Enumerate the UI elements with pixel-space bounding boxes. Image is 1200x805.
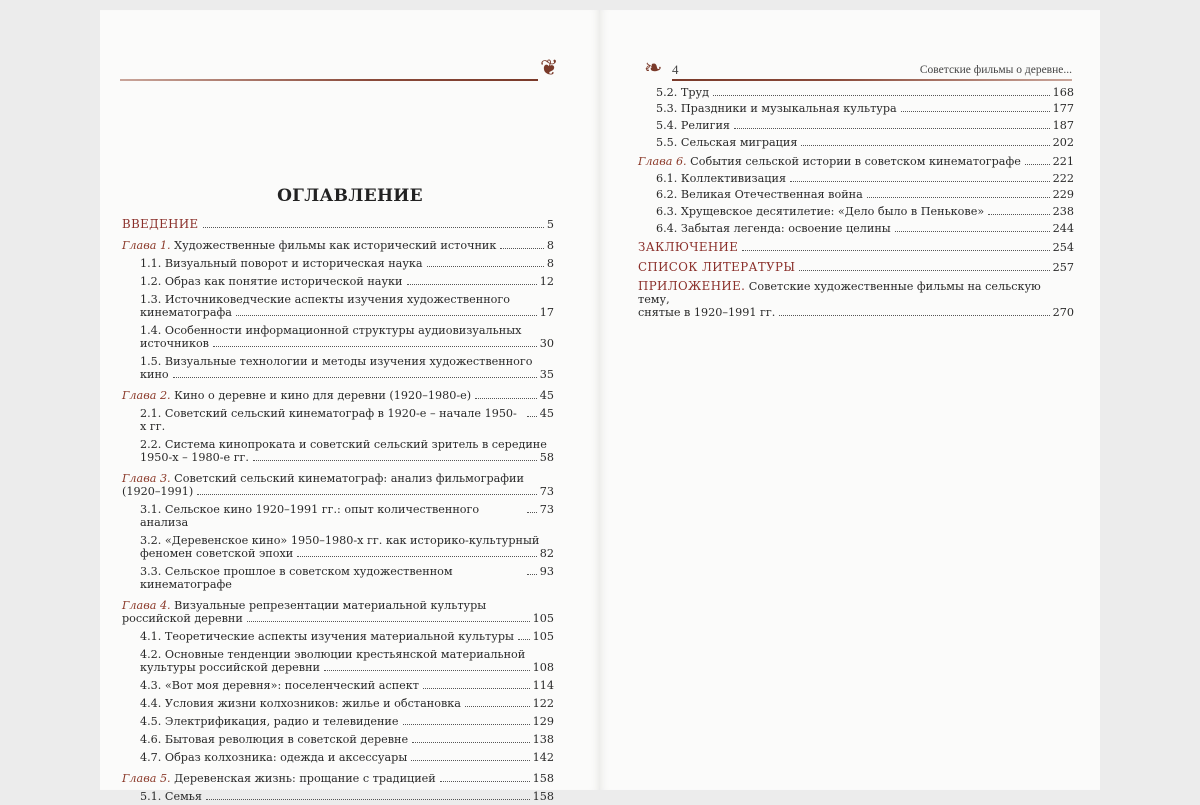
toc-entry[interactable] bbox=[122, 730, 554, 748]
page-number: 238 bbox=[1052, 204, 1074, 218]
toc-line-text bbox=[122, 485, 193, 498]
toc-entry[interactable] bbox=[122, 469, 554, 500]
page-number: 257 bbox=[1052, 260, 1074, 274]
toc-line bbox=[140, 368, 554, 381]
page-number: 8 bbox=[546, 238, 554, 252]
entry-title: 5.5. Сельская миграция bbox=[656, 135, 798, 149]
toc-line-text bbox=[638, 155, 1021, 168]
entry-title: феномен советской эпохи bbox=[140, 546, 294, 560]
toc-line bbox=[638, 306, 1074, 319]
toc-line bbox=[638, 155, 1074, 168]
toc-line bbox=[140, 547, 554, 560]
toc-line bbox=[656, 188, 1074, 201]
dot-leader bbox=[423, 688, 530, 689]
entry-title: 4.2. Основные тенденции эволюции крестьянской материальной bbox=[140, 647, 526, 661]
entry-title: СПИСОК ЛИТЕРАТУРЫ bbox=[638, 259, 796, 274]
header-rule bbox=[672, 79, 1072, 81]
right-page bbox=[600, 10, 1100, 790]
dot-leader bbox=[895, 231, 1050, 232]
header-rule bbox=[120, 79, 538, 81]
dot-leader bbox=[500, 248, 544, 249]
toc-entry[interactable] bbox=[122, 435, 554, 466]
toc-line-text bbox=[122, 472, 524, 485]
toc-line bbox=[140, 733, 554, 746]
toc-entry[interactable] bbox=[122, 290, 554, 321]
table-of-contents-continued bbox=[638, 84, 1074, 321]
toc-line-text bbox=[140, 697, 461, 710]
dot-leader bbox=[867, 197, 1050, 198]
entry-title: 5.1. Семья bbox=[140, 789, 202, 803]
toc-line-text bbox=[122, 389, 471, 402]
toc-entry[interactable] bbox=[122, 562, 554, 593]
toc-entry[interactable] bbox=[638, 117, 1074, 134]
page-number: 105 bbox=[532, 629, 554, 643]
running-title: Советские фильмы о деревне... bbox=[919, 64, 1072, 76]
page-number: 177 bbox=[1052, 102, 1074, 116]
dot-leader bbox=[734, 128, 1050, 129]
page-number: 168 bbox=[1052, 85, 1074, 99]
toc-line-text bbox=[140, 438, 547, 451]
toc-entry[interactable] bbox=[122, 748, 554, 766]
toc-line bbox=[122, 772, 554, 785]
entry-label: Глава 2. bbox=[122, 388, 171, 402]
toc-entry[interactable] bbox=[122, 627, 554, 645]
entry-title: Деревенская жизнь: прощание с традицией bbox=[170, 771, 436, 785]
toc-entry[interactable] bbox=[122, 272, 554, 290]
page-number: 12 bbox=[539, 274, 554, 288]
toc-line bbox=[140, 293, 554, 306]
toc-line bbox=[140, 679, 554, 692]
entry-title: культуры российской деревни bbox=[140, 660, 321, 674]
toc-line-text bbox=[656, 119, 730, 132]
toc-line-text bbox=[656, 172, 786, 185]
dot-leader bbox=[779, 315, 1049, 316]
page-number: 17 bbox=[539, 305, 554, 319]
page-number: 129 bbox=[532, 714, 554, 728]
toc-line bbox=[122, 472, 554, 485]
toc-line-text bbox=[140, 451, 249, 464]
toc-line bbox=[122, 485, 554, 498]
page-number: 73 bbox=[539, 502, 554, 516]
toc-line bbox=[638, 241, 1074, 254]
entry-title: 3.2. «Деревенское кино» 1950–1980-х гг. как историко-культурный bbox=[140, 533, 540, 547]
page-number: 254 bbox=[1052, 241, 1074, 255]
toc-line bbox=[122, 599, 554, 612]
toc-line-text bbox=[638, 280, 1041, 306]
entry-title: 2.1. Советский сельский кинематограф в 1920-е – начале 1950-х гг. bbox=[140, 406, 517, 433]
toc-entry[interactable] bbox=[638, 220, 1074, 237]
toc-line-text bbox=[122, 218, 199, 231]
dot-leader bbox=[801, 145, 1049, 146]
dot-leader bbox=[203, 227, 544, 228]
toc-entry[interactable] bbox=[122, 500, 554, 531]
toc-entry[interactable] bbox=[122, 787, 554, 805]
toc-line bbox=[638, 261, 1074, 274]
entry-title: 4.5. Электрификация, радио и телевидение bbox=[140, 714, 399, 728]
entry-title: российской деревни bbox=[122, 611, 243, 625]
dot-leader bbox=[407, 284, 537, 285]
toc-line-text bbox=[638, 261, 795, 274]
dot-leader bbox=[324, 670, 530, 671]
entry-title: Советский сельский кинематограф: анализ фильмографии bbox=[170, 471, 524, 485]
toc-line bbox=[140, 407, 554, 433]
toc-line-text bbox=[140, 293, 510, 306]
dot-leader bbox=[440, 781, 530, 782]
toc-line bbox=[656, 136, 1074, 149]
page-number: 4 bbox=[672, 62, 679, 77]
entry-title: 3.1. Сельское кино 1920–1991 гг.: опыт количественного анализа bbox=[140, 502, 480, 529]
entry-label: Глава 6. bbox=[638, 155, 687, 169]
page-number: 270 bbox=[1052, 306, 1074, 320]
page-number: 5 bbox=[546, 217, 554, 231]
toc-line-text bbox=[140, 679, 419, 692]
dot-leader bbox=[213, 346, 537, 347]
toc-line bbox=[140, 630, 554, 643]
toc-line-text bbox=[656, 86, 709, 99]
toc-line-text bbox=[140, 368, 169, 381]
entry-title: 1.1. Визуальный поворот и историческая наука bbox=[140, 256, 423, 270]
dot-leader bbox=[901, 111, 1050, 112]
page-number: 158 bbox=[532, 789, 554, 803]
dot-leader bbox=[988, 214, 1049, 215]
toc-line bbox=[122, 218, 554, 231]
toc-line-text bbox=[656, 222, 891, 235]
toc-entry[interactable] bbox=[638, 187, 1074, 204]
toc-line bbox=[140, 648, 554, 661]
entry-title: 5.2. Труд bbox=[656, 85, 709, 99]
toc-line-text bbox=[140, 324, 521, 337]
toc-entry[interactable] bbox=[638, 134, 1074, 151]
toc-line bbox=[140, 697, 554, 710]
toc-line-text bbox=[656, 102, 897, 115]
toc-line-text bbox=[140, 503, 523, 529]
toc-line-text bbox=[140, 751, 407, 764]
page-number: 73 bbox=[539, 484, 554, 498]
toc-line bbox=[122, 389, 554, 402]
entry-title: ЗАКЛЮЧЕНИЕ bbox=[638, 240, 739, 255]
ornament-icon: ❧ bbox=[644, 56, 663, 81]
entry-title: 1.2. Образ как понятие исторической науки bbox=[140, 274, 403, 288]
toc-entry[interactable] bbox=[638, 84, 1074, 101]
dot-leader bbox=[197, 494, 536, 495]
toc-line bbox=[656, 172, 1074, 185]
dot-leader bbox=[799, 270, 1049, 271]
toc-entry[interactable] bbox=[122, 352, 554, 383]
entry-title: Художественные фильмы как исторический источник bbox=[170, 238, 497, 252]
toc-line bbox=[140, 661, 554, 674]
toc-line-text bbox=[140, 337, 209, 350]
toc-line bbox=[656, 205, 1074, 218]
dot-leader bbox=[427, 266, 544, 267]
toc-line bbox=[140, 306, 554, 319]
toc-entry[interactable] bbox=[122, 386, 554, 404]
entry-title: 4.4. Условия жизни колхозников: жилье и обстановка bbox=[140, 696, 461, 710]
toc-entry[interactable] bbox=[122, 712, 554, 730]
toc-line-text bbox=[140, 661, 320, 674]
entry-title: 4.6. Бытовая революция в советской деревне bbox=[140, 732, 409, 746]
toc-line-text bbox=[140, 565, 523, 591]
page-number: 82 bbox=[539, 546, 554, 560]
entry-title: 6.1. Коллективизация bbox=[656, 171, 787, 185]
toc-line-text bbox=[140, 733, 408, 746]
entry-title: 3.3. Сельское прошлое в советском художественном кинематографе bbox=[140, 564, 453, 591]
toc-line-text bbox=[656, 136, 797, 149]
toc-entry[interactable] bbox=[122, 321, 554, 352]
dot-leader bbox=[253, 460, 537, 461]
dot-leader bbox=[713, 95, 1050, 96]
entry-title: ВВЕДЕНИЕ bbox=[122, 216, 199, 231]
entry-title: Советские художественные фильмы на сельскую тему, bbox=[638, 280, 1041, 307]
entry-title: 4.3. «Вот моя деревня»: поселенческий аспект bbox=[140, 678, 419, 692]
page-number: 105 bbox=[532, 611, 554, 625]
dot-leader bbox=[527, 416, 537, 417]
toc-line bbox=[656, 102, 1074, 115]
page-number: 45 bbox=[539, 388, 554, 402]
entry-title: 6.3. Хрущевское десятилетие: «Дело было в Пенькове» bbox=[656, 204, 985, 218]
page-number: 93 bbox=[539, 564, 554, 578]
entry-title: 2.2. Система кинопроката и советский сельский зритель в середине bbox=[140, 437, 547, 451]
toc-line-text bbox=[140, 407, 523, 433]
dot-leader bbox=[403, 724, 530, 725]
toc-line-text bbox=[140, 790, 202, 803]
table-of-contents bbox=[122, 215, 554, 805]
toc-line bbox=[140, 534, 554, 547]
dot-leader bbox=[247, 621, 530, 622]
toc-entry[interactable] bbox=[638, 203, 1074, 220]
page-number: 114 bbox=[532, 678, 554, 692]
entry-title: снятые в 1920–1991 гг. bbox=[638, 306, 776, 320]
entry-title: 1.5. Визуальные технологии и методы изучения художественного bbox=[140, 354, 533, 368]
toc-entry[interactable] bbox=[122, 596, 554, 627]
toc-line bbox=[140, 438, 554, 451]
toc-line-text bbox=[638, 241, 738, 254]
entry-label: Глава 5. bbox=[122, 771, 171, 785]
page-number: 58 bbox=[539, 450, 554, 464]
toc-entry[interactable] bbox=[122, 694, 554, 712]
dot-leader bbox=[742, 250, 1049, 251]
toc-line-text bbox=[140, 257, 423, 270]
left-page bbox=[100, 10, 600, 803]
toc-entry[interactable] bbox=[638, 239, 1074, 256]
page-number: 8 bbox=[546, 256, 554, 270]
toc-line-text bbox=[140, 306, 232, 319]
toc-entry[interactable] bbox=[638, 101, 1074, 118]
toc-line-text bbox=[122, 772, 436, 785]
entry-title: Визуальные репрезентации материальной культуры bbox=[170, 598, 487, 612]
toc-line bbox=[656, 86, 1074, 99]
toc-line bbox=[140, 337, 554, 350]
entry-title: 4.1. Теоретические аспекты изучения материальной культуры bbox=[140, 629, 514, 643]
entry-title: 6.4. Забытая легенда: освоение целины bbox=[656, 221, 891, 235]
toc-title: ОГЛАВЛЕНИЕ bbox=[277, 186, 423, 206]
dot-leader bbox=[475, 398, 537, 399]
dot-leader bbox=[527, 512, 537, 513]
toc-entry[interactable] bbox=[638, 153, 1074, 170]
dot-leader bbox=[206, 799, 530, 800]
page-number: 221 bbox=[1052, 155, 1074, 169]
toc-line bbox=[140, 355, 554, 368]
dot-leader bbox=[412, 742, 530, 743]
toc-entry[interactable] bbox=[122, 769, 554, 787]
page-number: 122 bbox=[532, 696, 554, 710]
toc-line-text bbox=[140, 534, 539, 547]
page-number: 30 bbox=[539, 336, 554, 350]
ornament-icon: ❦ bbox=[540, 56, 559, 81]
toc-line-text bbox=[140, 715, 399, 728]
page-number: 244 bbox=[1052, 221, 1074, 235]
page-number: 158 bbox=[532, 771, 554, 785]
page-number: 138 bbox=[532, 732, 554, 746]
toc-line bbox=[140, 715, 554, 728]
toc-line bbox=[638, 280, 1074, 306]
toc-line bbox=[140, 790, 554, 803]
toc-entry[interactable] bbox=[122, 254, 554, 272]
entry-title: 4.7. Образ колхозника: одежда и аксессуары bbox=[140, 750, 408, 764]
toc-entry[interactable] bbox=[122, 676, 554, 694]
toc-entry[interactable] bbox=[638, 259, 1074, 276]
page-number: 202 bbox=[1052, 135, 1074, 149]
toc-line bbox=[140, 503, 554, 529]
toc-entry[interactable] bbox=[122, 645, 554, 676]
toc-line-text bbox=[122, 612, 243, 625]
toc-line bbox=[140, 275, 554, 288]
entry-title: Кино о деревне и кино для деревни (1920–1980-е) bbox=[170, 388, 472, 402]
toc-line bbox=[122, 612, 554, 625]
toc-entry[interactable] bbox=[638, 279, 1074, 322]
entry-title: 5.3. Праздники и музыкальная культура bbox=[656, 102, 897, 116]
dot-leader bbox=[236, 315, 537, 316]
page-number: 222 bbox=[1052, 171, 1074, 185]
toc-line-text bbox=[656, 205, 984, 218]
page-number: 108 bbox=[532, 660, 554, 674]
dot-leader bbox=[1025, 164, 1050, 165]
entry-title: 1.4. Особенности информационной структуры аудиовизуальных bbox=[140, 323, 522, 337]
entry-title: (1920–1991) bbox=[122, 484, 194, 498]
toc-line bbox=[140, 751, 554, 764]
entry-label: Глава 3. bbox=[122, 471, 171, 485]
dot-leader bbox=[297, 556, 537, 557]
toc-line bbox=[656, 222, 1074, 235]
entry-title: 5.4. Религия bbox=[656, 118, 730, 132]
toc-line-text bbox=[140, 547, 293, 560]
dot-leader bbox=[411, 760, 529, 761]
toc-entry[interactable] bbox=[638, 170, 1074, 187]
entry-title: 1950-х – 1980-е гг. bbox=[140, 450, 249, 464]
page-number: 35 bbox=[539, 367, 554, 381]
toc-line bbox=[140, 565, 554, 591]
dot-leader bbox=[173, 377, 537, 378]
toc-line bbox=[140, 257, 554, 270]
toc-entry[interactable] bbox=[122, 404, 554, 435]
toc-line-text bbox=[656, 188, 863, 201]
toc-line bbox=[140, 451, 554, 464]
page-number: 142 bbox=[532, 750, 554, 764]
toc-line-text bbox=[140, 275, 403, 288]
entry-label: ПРИЛОЖЕНИЕ. bbox=[638, 279, 746, 294]
toc-line bbox=[656, 119, 1074, 132]
entry-title: кино bbox=[140, 367, 169, 381]
dot-leader bbox=[527, 574, 537, 575]
toc-line bbox=[140, 324, 554, 337]
toc-line bbox=[122, 239, 554, 252]
toc-line-text bbox=[140, 355, 533, 368]
page-number: 229 bbox=[1052, 188, 1074, 202]
dot-leader bbox=[465, 706, 530, 707]
toc-line-text bbox=[140, 648, 525, 661]
toc-line-text bbox=[638, 306, 775, 319]
toc-line-text bbox=[122, 599, 486, 612]
entry-title: кинематографа bbox=[140, 305, 232, 319]
toc-entry[interactable] bbox=[122, 215, 554, 233]
entry-title: 6.2. Великая Отечественная война bbox=[656, 188, 863, 202]
dot-leader bbox=[790, 181, 1050, 182]
entry-title: События сельской истории в советском кинематографе bbox=[686, 155, 1021, 169]
entry-title: 1.3. Источниковедческие аспекты изучения художественного bbox=[140, 292, 510, 306]
page-number: 187 bbox=[1052, 118, 1074, 132]
toc-entry[interactable] bbox=[122, 236, 554, 254]
entry-label: Глава 1. bbox=[122, 238, 171, 252]
toc-line-text bbox=[122, 239, 496, 252]
toc-line-text bbox=[140, 630, 514, 643]
page-number: 45 bbox=[539, 406, 554, 420]
toc-entry[interactable] bbox=[122, 531, 554, 562]
dot-leader bbox=[518, 639, 530, 640]
entry-title: источников bbox=[140, 336, 209, 350]
entry-label: Глава 4. bbox=[122, 598, 171, 612]
